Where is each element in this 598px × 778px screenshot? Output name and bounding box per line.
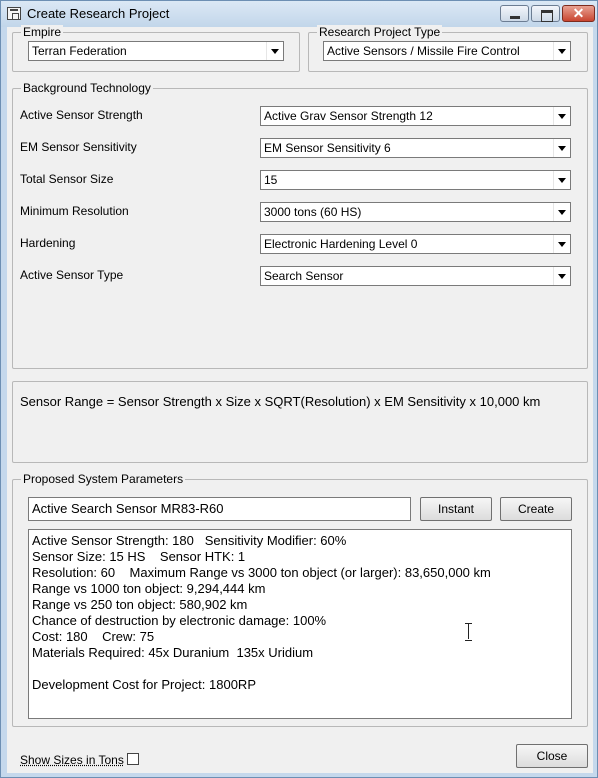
close-icon: ✕ xyxy=(572,5,585,21)
chevron-down-icon[interactable] xyxy=(553,171,570,189)
empire-select[interactable] xyxy=(28,41,284,61)
system-parameters-text[interactable] xyxy=(28,529,572,719)
client-area xyxy=(7,27,593,773)
active-sensor-type-select[interactable] xyxy=(260,266,571,286)
chevron-down-icon[interactable] xyxy=(553,107,570,125)
parameter-line: Cost: 180 Crew: 75 xyxy=(32,629,155,644)
select-value: Electronic Hardening Level 0 xyxy=(264,237,418,251)
title-bar[interactable] xyxy=(1,1,597,27)
close-window-button[interactable] xyxy=(562,5,595,22)
project-name-input[interactable] xyxy=(28,497,411,521)
show-sizes-label[interactable]: Show Sizes in Tons xyxy=(20,753,124,767)
background-technology-label: Background Technology xyxy=(23,81,151,95)
proposed-parameters-label: Proposed System Parameters xyxy=(23,472,184,486)
select-value: Search Sensor xyxy=(264,269,344,283)
chevron-down-icon[interactable] xyxy=(553,139,570,157)
tech-row-label: Total Sensor Size xyxy=(20,172,114,186)
minimize-button[interactable] xyxy=(500,5,529,22)
select-value: EM Sensor Sensitivity 6 xyxy=(264,141,391,155)
active-sensor-strength-select[interactable] xyxy=(260,106,571,126)
select-value: 3000 tons (60 HS) xyxy=(264,205,362,219)
window-title: Create Research Project xyxy=(27,6,170,21)
tech-row-label: Hardening xyxy=(20,236,76,250)
window-icon xyxy=(7,7,21,20)
close-button[interactable]: Close xyxy=(516,744,588,768)
sensor-range-formula: Sensor Range = Sensor Strength x Size x SQRT(Resolution) x EM Sensitivity x 10,000 km xyxy=(20,394,541,409)
select-value: 15 xyxy=(264,173,278,187)
chevron-down-icon[interactable] xyxy=(266,42,283,60)
create-button[interactable]: Create xyxy=(500,497,572,521)
em-sensor-sensitivity-select[interactable] xyxy=(260,138,571,158)
hardening-select[interactable] xyxy=(260,234,571,254)
project-type-group-label: Research Project Type xyxy=(319,25,441,39)
show-sizes-checkbox[interactable] xyxy=(127,753,139,765)
text-cursor-icon xyxy=(465,623,472,639)
tech-row-label: Minimum Resolution xyxy=(20,204,129,218)
tech-row-label: Active Sensor Type xyxy=(20,268,124,282)
select-value: Active Grav Sensor Strength 12 xyxy=(264,109,433,123)
parameter-line: Development Cost for Project: 1800RP xyxy=(32,677,256,692)
background-technology-group xyxy=(12,81,588,369)
total-sensor-size-select[interactable] xyxy=(260,170,571,190)
parameter-line: Resolution: 60 Maximum Range vs 3000 ton object (or larger): 83,650,000 km xyxy=(32,565,491,580)
chevron-down-icon[interactable] xyxy=(553,235,570,253)
chevron-down-icon[interactable] xyxy=(553,267,570,285)
project-name-value: Active Search Sensor MR83-R60 xyxy=(32,501,224,516)
parameter-line: Range vs 1000 ton object: 9,294,444 km xyxy=(32,581,266,596)
empire-select-value: Terran Federation xyxy=(32,44,127,58)
parameter-line: Range vs 250 ton object: 580,902 km xyxy=(32,597,248,612)
chevron-down-icon[interactable] xyxy=(553,203,570,221)
instant-button[interactable]: Instant xyxy=(420,497,492,521)
parameter-line: Materials Required: 45x Duranium 135x Uridium xyxy=(32,645,314,660)
minimum-resolution-select[interactable] xyxy=(260,202,571,222)
empire-group-label: Empire xyxy=(23,25,62,39)
parameter-line: Active Sensor Strength: 180 Sensitivity Modifier: 60% xyxy=(32,533,347,548)
parameter-line: Sensor Size: 15 HS Sensor HTK: 1 xyxy=(32,549,246,564)
project-type-select[interactable] xyxy=(323,41,571,61)
parameter-line: Chance of destruction by electronic damage: 100% xyxy=(32,613,327,628)
maximize-button[interactable] xyxy=(531,5,560,22)
chevron-down-icon[interactable] xyxy=(553,42,570,60)
tech-row-label: EM Sensor Sensitivity xyxy=(20,140,137,154)
tech-row-label: Active Sensor Strength xyxy=(20,108,143,122)
project-type-select-value: Active Sensors / Missile Fire Control xyxy=(327,44,520,58)
